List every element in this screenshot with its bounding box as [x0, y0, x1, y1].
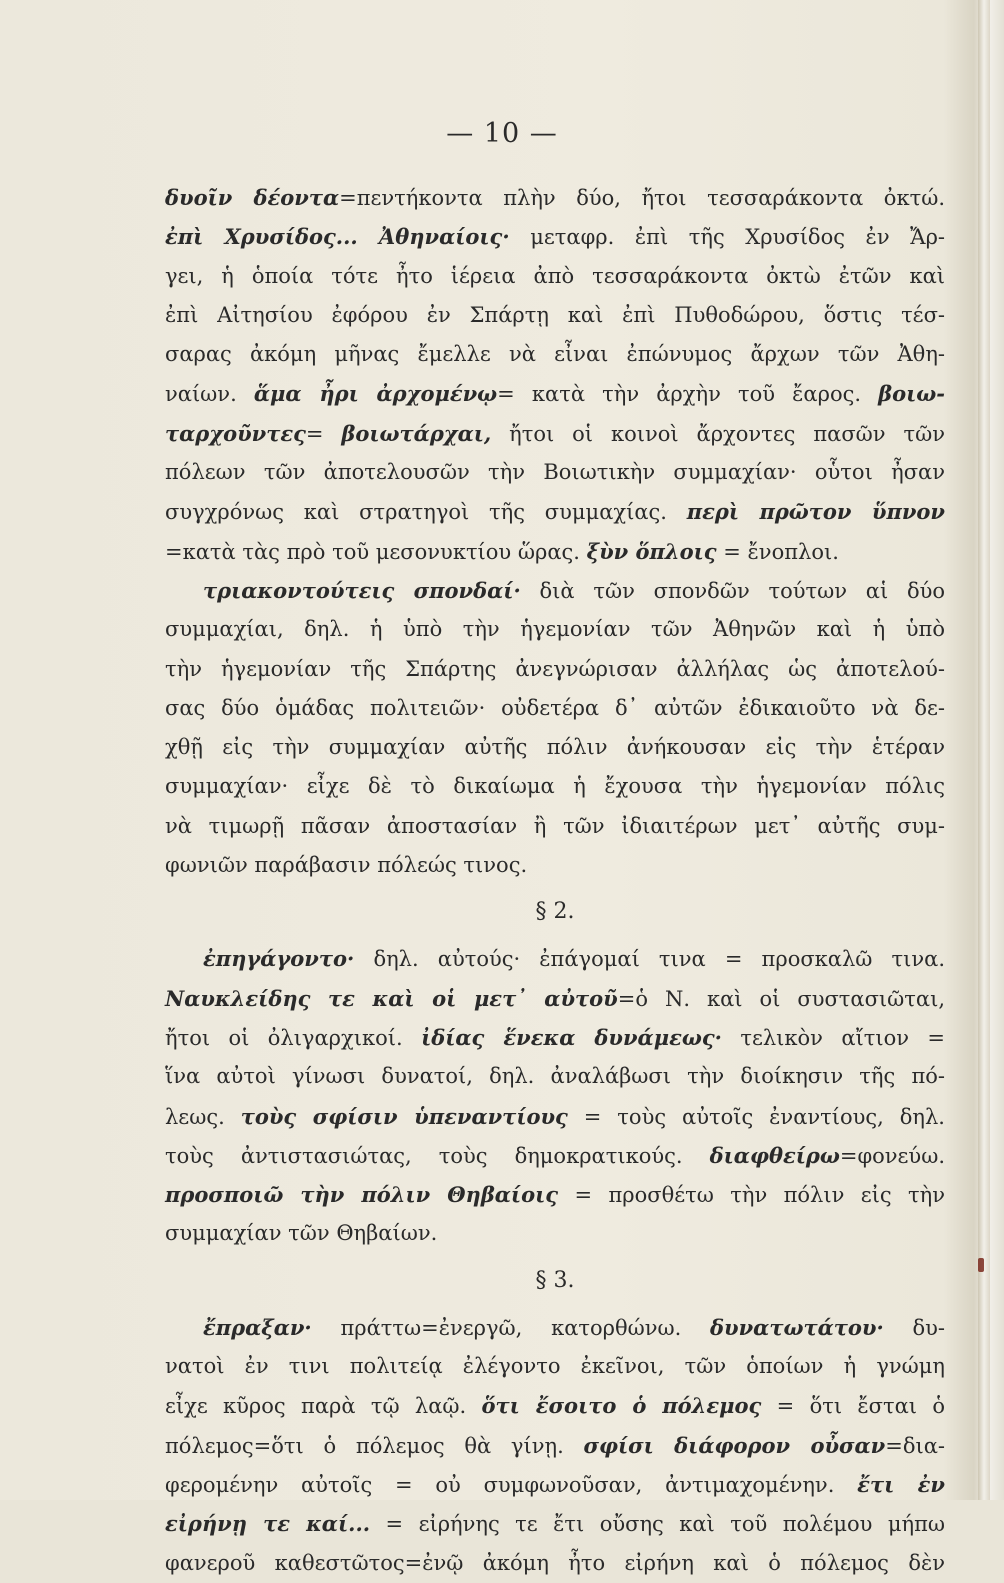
gloss-text: =πεντήκοντα πλὴν δύο, ἤτοι τεσσαράκοντα ὀκτώ. [339, 186, 945, 210]
gloss-text: νατοὶ ἐν τινι πολιτείᾳ ἐλέγοντο ἐκεῖνοι, τῶν ὁποίων ἡ γνώμη [165, 1354, 945, 1379]
gloss-text: =φονεύω. [839, 1143, 945, 1168]
gloss-text: σαρας ἀκόμη μῆνας ἔμελλε νὰ εἶναι ἐπώνυμος ἄρχων τῶν Ἀθη- [165, 342, 945, 367]
gloss-text: ναίων. [165, 382, 254, 407]
page-number: — 10 — [446, 118, 558, 149]
gloss-text: ἐπὶ Αἰτησίου ἐφόρου ἐν Σπάρτῃ καὶ ἐπὶ Πυθοδώρου, ὅστις τέσ- [165, 302, 945, 327]
gloss-text: § 3. [535, 1267, 575, 1293]
lemma-term: σφίσι διάφορον οὖσαν [583, 1432, 886, 1458]
gloss-text: διὰ τῶν σπονδῶν τούτων αἱ δύο [520, 578, 946, 603]
gloss-text: = [305, 421, 342, 446]
text-line [165, 374, 945, 413]
margin-mark [978, 1258, 984, 1272]
text-line [165, 939, 945, 978]
gloss-text: δυ- [883, 1315, 945, 1340]
lemma-term: ὅτι ἔσοιτο ὁ πόλεμος [481, 1393, 762, 1419]
gloss-text: =ὁ Ν. καὶ οἱ συστασιῶται, [617, 986, 945, 1011]
text-line [165, 767, 945, 806]
lemma-term: τοὺς σφίσιν ὑπεναντίους [240, 1103, 568, 1129]
lemma-term: ταρχοῦντες [165, 420, 306, 446]
text-line [165, 1426, 945, 1465]
lemma-term: περὶ πρῶτον ὕπνον [686, 499, 946, 525]
text-line [165, 1504, 945, 1543]
text-line [165, 1018, 945, 1057]
text-line [165, 178, 945, 217]
gloss-text: εἶχε κῦρος παρὰ τῷ λαῷ. [165, 1394, 482, 1419]
page-binding-edge [978, 0, 990, 1500]
gloss-text: = ὅτι ἔσται ὁ [761, 1394, 946, 1419]
text-line [165, 532, 945, 571]
gloss-text: τελικὸν αἴτιον = [721, 1025, 945, 1050]
gloss-text: συμμαχίαν τῶν Θηβαίων. [165, 1221, 438, 1246]
lemma-term: τριακοντούτεις σπονδαί· [203, 577, 521, 603]
gloss-text: = τοὺς αὐτοῖς ἐναντίους, δηλ. [567, 1104, 945, 1129]
lemma-term: ἰδίας ἕνεκα δυνάμεως· [421, 1024, 722, 1050]
lemma-term: βοιω- [878, 381, 945, 407]
lemma-term: ἅμα ἦρι ἀρχομένῳ [253, 381, 498, 407]
gloss-text: πόλεων τῶν ἀποτελουσῶν τὴν Βοιωτικὴν συμμαχίαν· οὗτοι ἦσαν [165, 460, 945, 485]
gloss-text: φανεροῦ καθεστῶτος=ἐνῷ ἀκόμη ἦτο εἰρήνη καὶ ὁ πόλεμος δὲν [165, 1550, 945, 1575]
gloss-text: πόλεμος=ὅτι ὁ πόλεμος θὰ γίνῃ. [165, 1433, 584, 1458]
text-line [165, 217, 945, 256]
text-line [165, 979, 945, 1018]
gloss-text: συγχρόνως καὶ στρατηγοὶ τῆς συμμαχίας. [165, 500, 687, 525]
commentary-text [165, 178, 945, 1583]
text-line [165, 1214, 945, 1253]
text-line [165, 1386, 945, 1425]
text-line [165, 453, 945, 492]
text-line [165, 650, 945, 689]
text-line [165, 689, 945, 728]
text-line [165, 335, 945, 374]
gloss-text: ἤτοι οἱ κοινοὶ ἄρχοντες πασῶν τῶν [491, 421, 945, 446]
text-line [165, 1465, 945, 1504]
gloss-text: ἵνα αὐτοὶ γίνωσι δυνατοί, δηλ. ἀναλάβωσι τὴν διοίκησιν τῆς πό- [165, 1064, 945, 1089]
text-line [165, 1347, 945, 1386]
lemma-term: βοιωτάρχαι, [341, 420, 492, 446]
text-line [165, 1057, 945, 1096]
gloss-text: =δια- [885, 1433, 945, 1458]
lemma-term: ἐπηγάγοντο· [203, 946, 355, 972]
section-heading [165, 885, 945, 939]
gloss-text: σας δύο ὁμάδας πολιτειῶν· οὐδετέρα δ᾽ αὐτῶν ἐδικαιοῦτο νὰ δε- [165, 695, 945, 720]
gloss-text: = ἔνοπλοι. [716, 539, 839, 564]
lemma-term: διαφθείρω [709, 1142, 840, 1168]
lemma-term: ἔπραξαν· [203, 1314, 312, 1340]
text-line [165, 1544, 945, 1583]
text-line [165, 610, 945, 649]
gloss-text: γει, ἡ ὁποία τότε ἦτο ἱέρεια ἀπὸ τεσσαράκοντα ὀκτὼ ἐτῶν καὶ [165, 263, 945, 288]
gloss-text: = κατὰ τὴν ἀρχὴν τοῦ ἔαρος. [497, 382, 879, 407]
text-line [165, 1136, 945, 1175]
gloss-text: τοὺς ἀντιστασιώτας, τοὺς δημοκρατικούς. [165, 1143, 710, 1168]
text-line [165, 571, 945, 610]
text-line [165, 296, 945, 335]
text-line [165, 414, 945, 453]
text-line [165, 807, 945, 846]
gloss-text: =κατὰ τὰς πρὸ τοῦ μεσονυκτίου ὥρας. [165, 539, 587, 564]
lemma-term: εἰρήνῃ τε καί... [165, 1511, 371, 1537]
gloss-text: δηλ. αὐτούς· ἐπάγομαί τινα = προσκαλῶ τινα. [354, 947, 945, 972]
lemma-term: ἔτι ἐν [857, 1471, 945, 1497]
gloss-text: ἤτοι οἱ ὀλιγαρχικοί. [165, 1025, 422, 1050]
gloss-text: § 2. [535, 899, 575, 925]
text-line [165, 846, 945, 885]
gloss-text: φωνιῶν παράβασιν πόλεώς τινος. [165, 853, 528, 878]
gloss-text: χθῇ εἰς τὴν συμμαχίαν αὐτῆς πόλιν ἀνήκουσαν εἰς τὴν ἑτέραν [165, 735, 945, 760]
lemma-term: δυοῖν δέοντα [165, 185, 340, 210]
text-line [165, 257, 945, 296]
gloss-text: φερομένην αὐτοῖς = οὐ συμφωνοῦσαν, ἀντιμαχομένην. [165, 1472, 858, 1497]
section-heading [165, 1254, 945, 1308]
gloss-text: λεως. [165, 1104, 241, 1129]
gloss-text: μεταφρ. ἐπὶ τῆς Χρυσίδος ἐν Ἄρ- [509, 225, 946, 250]
gloss-text: πράττω=ἐνεργῶ, κατορθώνω. [311, 1315, 711, 1340]
gloss-text: συμμαχίαι, δηλ. ἡ ὑπὸ τὴν ἡγεμονίαν τῶν Ἀθηνῶν καὶ ἡ ὑπὸ [165, 617, 945, 642]
lemma-term: ἐπὶ Χρυσίδος... Ἀθηναίοις· [165, 224, 510, 250]
gloss-text: = εἰρήνης τε ἔτι οὔσης καὶ τοῦ πολέμου μήπω [370, 1512, 945, 1537]
text-line [165, 1308, 945, 1347]
lemma-term: προσποιῶ τὴν πόλιν Θηβαίοις [165, 1182, 559, 1208]
lemma-term: Ναυκλείδης τε καὶ οἱ μετ᾽ αὐτοῦ [165, 985, 618, 1011]
text-line [165, 1097, 945, 1136]
gloss-text: τὴν ἡγεμονίαν τῆς Σπάρτης ἀνεγνώρισαν ἀλλήλας ὡς ἀποτελού- [165, 656, 945, 681]
text-line [165, 1175, 945, 1214]
lemma-term: ξὺν ὅπλοις [586, 538, 717, 564]
gloss-text: συμμαχίαν· εἶχε δὲ τὸ δικαίωμα ἡ ἔχουσα τὴν ἡγεμονίαν πόλις [165, 774, 945, 799]
gloss-text: = προσθέτω τὴν πόλιν εἰς τὴν [558, 1183, 945, 1208]
lemma-term: δυνατωτάτου· [710, 1314, 884, 1340]
text-line [165, 492, 945, 531]
gloss-text: νὰ τιμωρῇ πᾶσαν ἀποστασίαν ἢ τῶν ἰδιαιτέρων μετ᾽ αὐτῆς συμ- [165, 813, 945, 838]
text-line [165, 728, 945, 767]
